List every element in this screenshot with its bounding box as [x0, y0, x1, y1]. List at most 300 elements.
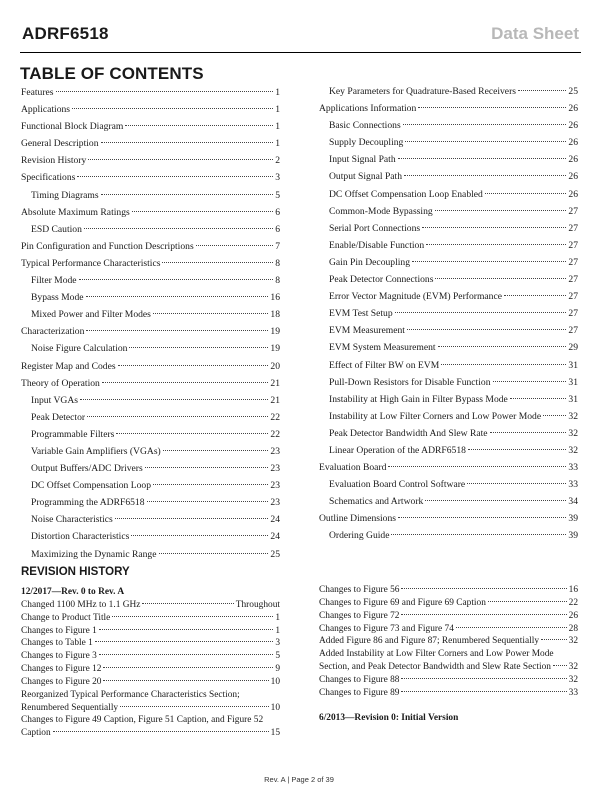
dot-leader: [395, 312, 567, 313]
dot-leader: [125, 125, 273, 126]
toc-entry[interactable]: [319, 322, 578, 339]
toc-entry-title: Pull-Down Resistors for Disable Function: [329, 376, 491, 388]
toc-entry[interactable]: [319, 391, 578, 408]
toc-entry-title: EVM Test Setup: [329, 308, 393, 320]
revision-entry-text: Changes to Figure 56: [319, 585, 400, 595]
page-header: [20, 20, 581, 53]
revision-entry-text: Caption: [21, 728, 51, 739]
revision-right-column: [319, 584, 578, 724]
dot-leader: [405, 141, 566, 142]
dot-leader: [435, 278, 566, 279]
toc-entry-title: Common-Mode Bypassing: [329, 205, 433, 217]
dot-leader: [147, 501, 269, 502]
revision-entry: [319, 610, 578, 623]
dot-leader: [101, 142, 274, 143]
revision-entry-text: Changes to Figure 1: [21, 625, 97, 636]
revision-entry-text: Changes to Figure 72: [319, 610, 400, 621]
toc-entry[interactable]: [319, 186, 578, 203]
revision-entry: [319, 635, 578, 648]
toc-entry[interactable]: [21, 238, 280, 255]
dot-leader: [510, 398, 567, 399]
toc-entry-title: Peak Detector Connections: [329, 274, 434, 286]
toc-entry-title: Effect of Filter BW on EVM: [329, 359, 440, 371]
toc-entry-page: 26: [568, 103, 578, 115]
dot-leader: [418, 107, 566, 108]
dot-leader: [426, 244, 566, 245]
revision-entry: [21, 727, 280, 740]
toc-entry[interactable]: [319, 271, 578, 288]
toc-entry-page: 6: [275, 206, 280, 218]
toc-entry[interactable]: [21, 118, 280, 135]
toc-entry[interactable]: [21, 528, 280, 545]
dot-leader: [196, 245, 274, 246]
toc-entry[interactable]: [21, 340, 280, 357]
dot-leader: [412, 261, 566, 262]
toc-entry-title: Applications: [21, 104, 71, 116]
toc-entry[interactable]: [319, 374, 578, 391]
toc-entry[interactable]: [319, 476, 578, 493]
toc-entry[interactable]: [21, 306, 280, 323]
toc-entry-page: 25: [568, 86, 578, 97]
toc-entry-page: 26: [568, 188, 578, 200]
toc-entry[interactable]: [21, 135, 280, 152]
toc-entry[interactable]: [319, 339, 578, 356]
toc-entry-page: 1: [275, 138, 280, 150]
dot-leader: [504, 295, 566, 296]
dot-leader: [543, 415, 566, 416]
revision-entry-text: Reorganized Typical Performance Characteristics Section;: [21, 689, 240, 700]
toc-entry[interactable]: [21, 187, 280, 204]
revision-entry-text: Changed 1100 MHz to 1.1 GHz: [21, 599, 141, 610]
revision-entry-text: Added Figure 86 and Figure 87; Renumbered Sequentially: [319, 636, 540, 647]
dot-leader: [56, 91, 274, 92]
dot-leader: [88, 159, 273, 160]
part-number: ADRF6518: [22, 24, 109, 43]
dot-leader: [456, 627, 567, 628]
revision-entry-page: Throughout: [235, 599, 280, 610]
toc-entry[interactable]: [21, 152, 280, 169]
dot-leader: [401, 691, 566, 692]
toc-entry[interactable]: [319, 425, 578, 442]
dot-leader: [77, 176, 273, 177]
dot-leader: [115, 518, 269, 519]
toc-entry[interactable]: [319, 254, 578, 271]
toc-entry-title: Absolute Maximum Ratings: [21, 206, 130, 218]
toc-entry[interactable]: [319, 442, 578, 459]
toc-entry-title: Filter Mode: [31, 275, 77, 287]
toc-entry-page: 39: [568, 530, 578, 542]
dot-leader: [404, 175, 566, 176]
toc-entry-title: Basic Connections: [329, 120, 401, 132]
dot-leader: [99, 629, 274, 630]
toc-entry-page: 29: [568, 342, 578, 354]
dot-leader: [102, 382, 269, 383]
dot-leader: [425, 500, 566, 501]
revision-entry: [21, 650, 280, 663]
dot-leader: [142, 603, 233, 604]
toc-entry-page: 26: [568, 171, 578, 183]
revision-entry: [21, 625, 280, 638]
toc-entry[interactable]: [21, 409, 280, 426]
dot-leader: [401, 678, 566, 679]
toc-entry-title: Peak Detector: [31, 411, 86, 423]
dot-leader: [541, 639, 567, 640]
revision-entry: [21, 676, 280, 689]
toc-entry-page: 27: [568, 325, 578, 337]
toc-entry-title: Timing Diagrams: [31, 189, 99, 201]
toc-entry-title: Features: [21, 87, 54, 98]
dot-leader: [163, 450, 269, 451]
toc-entry[interactable]: [21, 255, 280, 272]
dot-leader: [401, 588, 566, 589]
revision-entry: [319, 597, 578, 610]
toc-entry-title: Theory of Operation: [21, 377, 100, 389]
toc-entry[interactable]: [319, 117, 578, 134]
toc-entry-page: 23: [270, 497, 280, 509]
toc-entry-page: 8: [275, 275, 280, 287]
revision-entry-text: Changes to Figure 89: [319, 687, 400, 698]
dot-leader: [398, 158, 567, 159]
toc-entry-title: Schematics and Artwork: [329, 496, 424, 508]
toc-entry[interactable]: [319, 134, 578, 151]
toc-entry-title: Variable Gain Amplifiers (VGAs): [31, 445, 161, 457]
revision-entry-page: 28: [568, 623, 578, 634]
revision-entry-text: Changes to Figure 69 and Figure 69 Caption: [319, 597, 486, 608]
toc-entry-page: 24: [270, 514, 280, 526]
toc-entry-title: Typical Performance Characteristics: [21, 257, 161, 269]
toc-entry-title: Programmable Filters: [31, 428, 115, 440]
dot-leader: [438, 346, 567, 347]
toc-entry-title: Distortion Characteristics: [31, 531, 130, 543]
toc-entry-title: Serial Port Connections: [329, 222, 421, 234]
toc-entry-page: 27: [568, 239, 578, 251]
toc-entry[interactable]: [319, 168, 578, 185]
toc-entry-page: 26: [568, 120, 578, 132]
toc-entry-title: Instability at Low Filter Corners and Low Power Mode: [329, 410, 542, 422]
toc-entry-page: 26: [568, 154, 578, 166]
revision-entry-text: Changes to Figure 20: [21, 676, 102, 687]
toc-entry-page: 22: [270, 411, 280, 423]
toc-entry[interactable]: [319, 100, 578, 117]
toc-entry-page: 20: [270, 360, 280, 372]
revision-entry: [319, 623, 578, 636]
dot-leader: [518, 90, 566, 91]
revision-entry-page: 1: [275, 612, 280, 623]
toc-entry-title: Noise Figure Calculation: [31, 343, 128, 355]
toc-entry[interactable]: [319, 237, 578, 254]
toc-entry-page: 33: [568, 479, 578, 491]
toc-entry-page: 27: [568, 205, 578, 217]
toc-entry-page: 23: [270, 480, 280, 492]
revision-entry-text: Change to Product Title: [21, 612, 111, 623]
dot-leader: [112, 616, 273, 617]
toc-entry-page: 21: [270, 377, 280, 389]
toc-entry-page: 6: [275, 223, 280, 235]
toc-entry-page: 34: [568, 496, 578, 508]
toc-entry[interactable]: [21, 358, 280, 375]
toc-entry-page: 25: [270, 548, 280, 560]
toc-entry-title: Supply Decoupling: [329, 137, 404, 149]
dot-leader: [87, 416, 268, 417]
dot-leader: [103, 680, 268, 681]
toc-entry-page: 16: [270, 292, 280, 304]
toc-entry-page: 33: [568, 462, 578, 474]
toc-entry-page: 5: [275, 189, 280, 201]
toc-entry-page: 22: [270, 428, 280, 440]
revision-entry: [21, 637, 280, 650]
toc-entry-title: Ordering Guide: [329, 530, 390, 542]
toc-entry[interactable]: [21, 169, 280, 186]
dot-leader: [553, 665, 567, 666]
toc-entry-title: Output Buffers/ADC Drivers: [31, 463, 143, 475]
dot-leader: [490, 432, 567, 433]
toc-entry-page: 21: [270, 394, 280, 406]
dot-leader: [103, 667, 273, 668]
revision-entry-text: Changes to Figure 88: [319, 674, 400, 685]
toc-entry-page: 31: [568, 393, 578, 405]
toc-entry[interactable]: [319, 203, 578, 220]
dot-leader: [159, 553, 269, 554]
toc-entry-page: 8: [275, 257, 280, 269]
revision-entry-text: Changes to Table 1: [21, 638, 93, 649]
dot-leader: [435, 210, 567, 211]
toc-entry-title: Functional Block Diagram: [21, 121, 124, 133]
dot-leader: [53, 731, 269, 732]
toc-entry-page: 1: [275, 104, 280, 116]
toc-entry-page: 19: [270, 343, 280, 355]
revision-entry: [21, 612, 280, 625]
dot-leader: [493, 381, 567, 382]
toc-entry-page: 1: [275, 87, 280, 98]
revision-entry-page: 33: [568, 687, 578, 698]
toc-entry-page: 27: [568, 222, 578, 234]
toc-entry-title: Input VGAs: [31, 394, 78, 406]
toc-entry-title: Maximizing the Dynamic Range: [31, 548, 157, 560]
dot-leader: [467, 483, 566, 484]
toc-entry[interactable]: [21, 323, 280, 340]
toc-entry[interactable]: [319, 305, 578, 322]
revision-entry-text: Changes to Figure 49 Caption, Figure 51 Caption, and Figure 52: [21, 715, 264, 726]
revision-entry-text: Added Instability at Low Filter Corners and Low Power Mode: [319, 649, 554, 660]
revision-entry-page: 32: [568, 674, 578, 685]
dot-leader: [153, 313, 268, 314]
toc-entry-title: Revision History: [21, 155, 87, 167]
revision-entry: [21, 663, 280, 676]
toc-entry[interactable]: [319, 459, 578, 476]
toc-entry-title: Output Signal Path: [329, 171, 403, 183]
toc-entry[interactable]: [319, 151, 578, 168]
toc-entry[interactable]: [21, 101, 280, 118]
dot-leader: [101, 194, 274, 195]
toc-entry[interactable]: [21, 84, 280, 101]
dot-leader: [153, 484, 268, 485]
toc-entry-page: 27: [568, 274, 578, 286]
toc-entry-page: 24: [270, 531, 280, 543]
dot-leader: [388, 466, 566, 467]
toc-entry-title: Register Map and Codes: [21, 360, 116, 372]
revision-entry-page: 32: [568, 636, 578, 647]
revision-left-column: [21, 586, 280, 740]
toc-entry-page: 23: [270, 445, 280, 457]
page-footer: Rev. A | Page 2 of 39: [264, 775, 334, 784]
toc-entry-title: EVM System Measurement: [329, 342, 436, 354]
toc-entry[interactable]: [319, 527, 578, 544]
toc-entry-title: EVM Measurement: [329, 325, 405, 337]
toc-entry-title: Evaluation Board Control Software: [329, 479, 466, 491]
toc-entry-title: Enable/Disable Function: [329, 239, 425, 251]
revision-group-label: 12/2017—Rev. 0 to Rev. A: [21, 587, 125, 597]
toc-entry-title: Error Vector Magnitude (EVM) Performance: [329, 291, 502, 303]
dot-leader: [80, 399, 268, 400]
revision-entry-text: Changes to Figure 73 and Figure 74: [319, 623, 454, 634]
toc-left-column: [21, 84, 280, 563]
toc-right-column: [319, 83, 578, 545]
toc-entry-title: Bypass Mode: [31, 292, 84, 304]
revision-entry-text: Changes to Figure 3: [21, 651, 97, 662]
toc-entry-title: Mixed Power and Filter Modes: [31, 309, 151, 321]
dot-leader: [422, 227, 566, 228]
toc-entry-title: Input Signal Path: [329, 154, 396, 166]
revision-entry: [319, 674, 578, 687]
dot-leader: [84, 228, 273, 229]
toc-entry[interactable]: [319, 357, 578, 374]
toc-entry-page: 32: [568, 427, 578, 439]
toc-entry[interactable]: [21, 375, 280, 392]
toc-entry-title: General Description: [21, 138, 99, 150]
toc-entry-title: DC Offset Compensation Loop Enabled: [329, 188, 483, 200]
revision-entry-page: 26: [568, 610, 578, 621]
dot-leader: [79, 279, 274, 280]
revision-history-heading: REVISION HISTORY: [21, 566, 130, 578]
revision-entry: [319, 687, 578, 700]
toc-entry-page: 32: [568, 444, 578, 456]
revision-entry: [319, 584, 578, 597]
revision-entry-page: 10: [270, 676, 280, 687]
toc-entry[interactable]: [21, 477, 280, 494]
toc-entry[interactable]: [319, 408, 578, 425]
toc-entry-title: Key Parameters for Quadrature-Based Receivers: [329, 86, 516, 97]
revision-entry-page: 16: [568, 585, 578, 595]
toc-entry-title: Evaluation Board: [319, 462, 387, 474]
toc-entry[interactable]: [319, 83, 578, 100]
dot-leader: [488, 601, 567, 602]
toc-entry-page: 7: [275, 240, 280, 252]
dot-leader: [86, 296, 269, 297]
revision-entry: [21, 702, 280, 715]
dot-leader: [391, 534, 566, 535]
dot-leader: [131, 535, 268, 536]
toc-entry-title: Gain Pin Decoupling: [329, 256, 411, 268]
toc-entry[interactable]: [319, 220, 578, 237]
toc-entry[interactable]: [21, 443, 280, 460]
toc-entry-page: 39: [568, 513, 578, 525]
toc-entry-title: Pin Configuration and Function Descriptions: [21, 240, 194, 252]
toc-entry-title: Characterization: [21, 326, 85, 338]
toc-entry[interactable]: [21, 289, 280, 306]
dot-leader: [162, 262, 273, 263]
toc-entry-page: 3: [275, 172, 280, 184]
revision-entry-page: 10: [270, 702, 280, 713]
toc-entry[interactable]: [21, 204, 280, 221]
toc-entry-page: 31: [568, 376, 578, 388]
toc-entry[interactable]: [21, 426, 280, 443]
toc-entry[interactable]: [21, 546, 280, 563]
toc-entry[interactable]: [319, 510, 578, 527]
toc-entry-title: Specifications: [21, 172, 76, 184]
dot-leader: [118, 365, 269, 366]
toc-entry-title: DC Offset Compensation Loop: [31, 480, 152, 492]
toc-entry[interactable]: [21, 511, 280, 528]
toc-entry-page: 23: [270, 463, 280, 475]
toc-entry[interactable]: [21, 221, 280, 238]
toc-entry-page: 26: [568, 137, 578, 149]
toc-entry-title: Programming the ADRF6518: [31, 497, 145, 509]
initial-version-label: 6/2013—Revision 0: Initial Version: [319, 712, 459, 723]
toc-entry[interactable]: [319, 493, 578, 510]
dot-leader: [407, 329, 566, 330]
toc-entry-page: 32: [568, 410, 578, 422]
toc-entry[interactable]: [21, 494, 280, 511]
dot-leader: [95, 641, 273, 642]
dot-leader: [468, 449, 566, 450]
toc-entry-page: 18: [270, 309, 280, 321]
dot-leader: [86, 330, 268, 331]
revision-entry-text: Changes to Figure 12: [21, 664, 102, 675]
dot-leader: [99, 654, 274, 655]
dot-leader: [403, 124, 567, 125]
toc-entry-title: Linear Operation of the ADRF6518: [329, 444, 466, 456]
toc-entry-page: 1: [275, 121, 280, 133]
revision-entry-page: 32: [568, 662, 578, 673]
dot-leader: [129, 347, 268, 348]
toc-entry[interactable]: [319, 288, 578, 305]
toc-entry-title: Noise Characteristics: [31, 514, 113, 526]
revision-entry-page: 22: [568, 597, 578, 608]
toc-entry[interactable]: [21, 460, 280, 477]
dot-leader: [120, 706, 269, 707]
dot-leader: [116, 433, 268, 434]
toc-entry-page: 2: [275, 155, 280, 167]
toc-entry[interactable]: [21, 272, 280, 289]
dot-leader: [401, 614, 566, 615]
toc-entry-page: 19: [270, 326, 280, 338]
dot-leader: [398, 517, 566, 518]
revision-entry: [319, 661, 578, 674]
dot-leader: [72, 108, 273, 109]
revision-entry-page: 5: [275, 651, 280, 662]
toc-entry[interactable]: [21, 392, 280, 409]
doc-type-label: Data Sheet: [491, 24, 579, 43]
revision-entry-page: 15: [270, 728, 280, 739]
toc-title: TABLE OF CONTENTS: [20, 64, 204, 83]
toc-entry-page: 27: [568, 256, 578, 268]
revision-entry-text: Renumbered Sequentially: [21, 702, 119, 713]
dot-leader: [485, 193, 567, 194]
revision-entry-page: 9: [275, 664, 280, 675]
toc-entry-page: 27: [568, 308, 578, 320]
dot-leader: [441, 364, 566, 365]
toc-entry-page: 31: [568, 359, 578, 371]
revision-entry-text: Section, and Peak Detector Bandwidth and Slew Rate Section: [319, 662, 551, 673]
dot-leader: [145, 467, 269, 468]
toc-entry-title: Instability at High Gain in Filter Bypass Mode: [329, 393, 508, 405]
dot-leader: [132, 211, 273, 212]
toc-entry-page: 27: [568, 291, 578, 303]
toc-entry-title: Outline Dimensions: [319, 513, 397, 525]
toc-entry-title: ESD Caution: [31, 223, 82, 235]
revision-entry-page: 1: [275, 625, 280, 636]
toc-entry-title: Peak Detector Bandwidth And Slew Rate: [329, 427, 488, 439]
